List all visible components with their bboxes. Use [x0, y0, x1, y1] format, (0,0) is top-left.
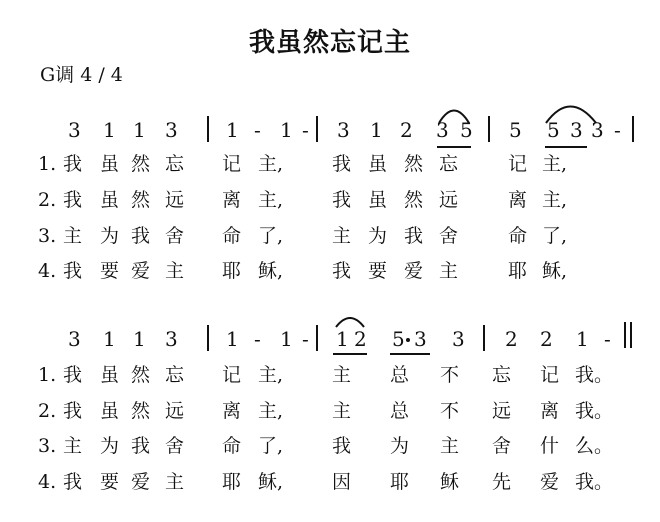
lyric-char: 然: [404, 153, 424, 175]
lyric-char: 要: [100, 471, 120, 493]
lyric-char: 命: [222, 225, 242, 247]
lyric-char: 我: [131, 225, 151, 247]
lyric-char: 远: [165, 189, 185, 211]
lyric-char: 了,: [258, 435, 284, 457]
lyric-char: 总: [390, 364, 410, 386]
lyric-char: 主: [332, 225, 352, 247]
lyric-char: 忘: [439, 153, 459, 175]
lyric-char: 然: [131, 189, 151, 211]
lyric-char: 记: [540, 364, 560, 386]
note: -: [604, 327, 611, 351]
note: 3: [337, 118, 350, 142]
lyric-char: 主,: [258, 400, 284, 422]
lyric-char: 爱: [131, 471, 151, 493]
note: 3: [414, 327, 427, 351]
note: 1: [280, 118, 293, 142]
lyric-char: 舍: [165, 225, 185, 247]
lyric-char: 总: [390, 400, 410, 422]
lyric-char: 然: [131, 400, 151, 422]
lyric-char: 稣,: [258, 471, 284, 493]
note: 5: [547, 118, 560, 142]
lyric-char: 我: [404, 225, 424, 247]
note: -: [254, 118, 261, 142]
lyric-char: 耶: [222, 471, 242, 493]
note: 3: [165, 118, 178, 142]
lyric-char: 我: [131, 435, 151, 457]
lyric-char: 然: [131, 153, 151, 175]
verse-number: 3.: [38, 435, 57, 457]
lyric-char: 离: [222, 400, 242, 422]
note: 1: [576, 327, 589, 351]
lyric-char: 么。: [575, 435, 614, 457]
lyric-char: 稣,: [542, 260, 568, 282]
lyric-char: 命: [222, 435, 242, 457]
lyric-char: 主,: [258, 189, 284, 211]
lyric-char: 我: [63, 153, 83, 175]
lyric-char: 忘: [492, 364, 512, 386]
lyric-char: 虽: [100, 189, 120, 211]
verse-number: 1.: [38, 153, 57, 175]
lyric-char: 爱: [131, 260, 151, 282]
lyric-char: 我: [332, 153, 352, 175]
lyric-char: 我。: [575, 400, 614, 422]
note: -: [302, 327, 309, 351]
verse-number: 2.: [38, 400, 57, 422]
lyric-char: 因: [332, 471, 352, 493]
note: 1: [103, 118, 116, 142]
lyric-char: 主: [332, 400, 352, 422]
lyric-char: 为: [100, 225, 120, 247]
verse-number: 1.: [38, 364, 57, 386]
lyric-char: 舍: [165, 435, 185, 457]
lyric-char: 命: [508, 225, 528, 247]
lyric-char: 主,: [258, 364, 284, 386]
lyric-char: 不: [440, 400, 460, 422]
note: 3: [68, 118, 81, 142]
lyric-char: 耶: [508, 260, 528, 282]
lyric-char: 我。: [575, 364, 614, 386]
lyric-char: 了,: [542, 225, 568, 247]
lyric-char: 虽: [100, 400, 120, 422]
note: 1: [280, 327, 293, 351]
lyric-char: 主: [63, 225, 83, 247]
lyric-char: 主: [439, 260, 459, 282]
song-title: 我虽然忘记主: [248, 28, 411, 58]
lyric-char: 我: [63, 364, 83, 386]
lyric-char: 然: [131, 364, 151, 386]
lyric-char: 离: [540, 400, 560, 422]
lyric-char: 主: [165, 471, 185, 493]
note: 1: [226, 327, 239, 351]
lyric-char: 为: [390, 435, 410, 457]
note: 2: [400, 118, 413, 142]
lyric-char: 不: [440, 364, 460, 386]
lyric-char: 离: [222, 189, 242, 211]
note: 5: [460, 118, 473, 142]
lyric-char: 我: [332, 435, 352, 457]
lyric-char: 主,: [542, 153, 568, 175]
note: 1: [133, 327, 146, 351]
lyric-char: 我: [332, 189, 352, 211]
lyric-char: 然: [404, 189, 424, 211]
slur-mark: [439, 111, 469, 124]
lyric-char: 远: [492, 400, 512, 422]
lyric-char: 耶: [390, 471, 410, 493]
lyric-char: 主,: [258, 153, 284, 175]
lyric-char: 虽: [100, 153, 120, 175]
lyric-char: 我: [63, 189, 83, 211]
lyric-char: 要: [100, 260, 120, 282]
lyric-char: 稣: [440, 471, 460, 493]
note: -: [254, 327, 261, 351]
lyric-char: 虽: [100, 364, 120, 386]
note: -: [302, 118, 309, 142]
note: 5: [392, 327, 405, 351]
lyric-char: 远: [439, 189, 459, 211]
note: 1: [226, 118, 239, 142]
note: 3: [68, 327, 81, 351]
lyric-char: 什: [540, 435, 560, 457]
slur-mark: [336, 318, 364, 327]
lyric-char: 耶: [222, 260, 242, 282]
verse-number: 4.: [38, 260, 57, 282]
note: 2: [505, 327, 518, 351]
note: 1: [103, 327, 116, 351]
lyric-char: 要: [368, 260, 388, 282]
note: -: [614, 118, 621, 142]
lyric-char: 我: [63, 471, 83, 493]
lyric-char: 先: [492, 471, 512, 493]
lyric-char: 爱: [540, 471, 560, 493]
lyric-char: 爱: [404, 260, 424, 282]
lyric-char: 主: [440, 435, 460, 457]
lyric-char: 了,: [258, 225, 284, 247]
note: 2: [540, 327, 553, 351]
verse-number: 2.: [38, 189, 57, 211]
lyric-char: 虽: [368, 153, 388, 175]
verse-number: 4.: [38, 471, 57, 493]
lyric-char: 记: [508, 153, 528, 175]
lyric-char: 我。: [575, 471, 614, 493]
note: 5: [509, 118, 522, 142]
note: 3: [436, 118, 449, 142]
note: 2: [354, 327, 367, 351]
lyric-char: 为: [100, 435, 120, 457]
lyric-char: 忘: [165, 364, 185, 386]
lyric-char: 主: [63, 435, 83, 457]
lyric-char: 记: [222, 364, 242, 386]
lyric-char: 我: [63, 400, 83, 422]
note: 1: [336, 327, 349, 351]
note: 3: [570, 118, 583, 142]
note: 3: [452, 327, 465, 351]
key-signature: G调 4 / 4: [40, 64, 123, 86]
note: 1: [370, 118, 383, 142]
lyric-char: 舍: [439, 225, 459, 247]
lyric-char: 离: [508, 189, 528, 211]
lyric-char: 记: [222, 153, 242, 175]
lyric-char: 虽: [368, 189, 388, 211]
lyric-char: 远: [165, 400, 185, 422]
verse-number: 3.: [38, 225, 57, 247]
lyric-char: 稣,: [258, 260, 284, 282]
lyric-char: 主: [165, 260, 185, 282]
lyric-char: 舍: [492, 435, 512, 457]
lyric-char: 我: [63, 260, 83, 282]
note: 3: [591, 118, 604, 142]
lyric-char: 我: [332, 260, 352, 282]
lyric-char: 主: [332, 364, 352, 386]
lyric-char: 主,: [542, 189, 568, 211]
note: 3: [165, 327, 178, 351]
lyric-char: 忘: [165, 153, 185, 175]
lyric-char: 为: [368, 225, 388, 247]
note: 1: [133, 118, 146, 142]
slur-mark: [546, 107, 596, 124]
